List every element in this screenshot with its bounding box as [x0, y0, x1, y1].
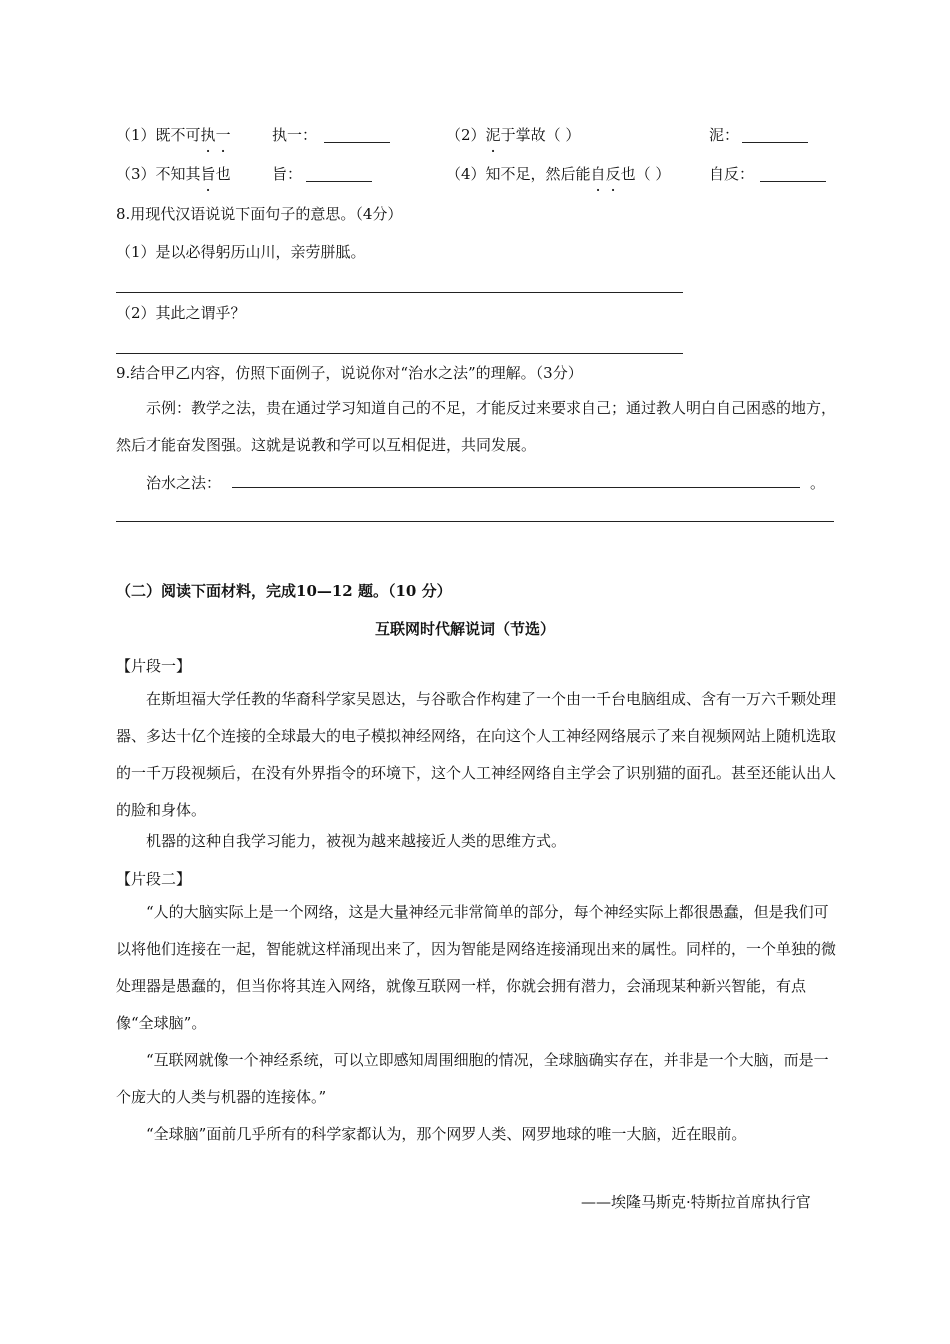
attribution: ——埃隆马斯克·特斯拉首席执行官 [581, 1193, 811, 1211]
q9-example: 示例：教学之法，贵在通过学习知道自己的不足，才能反过来要求自己；通过教人明白自己困惑的地方，然后才能奋发图强。这就是说教和学可以互相促进，共同发展。 [116, 399, 837, 454]
q8-sentence-1: （1）是以必得躬历山川，亲劳胼胝。 [116, 243, 366, 261]
q7-item3-label: 旨： [272, 165, 303, 183]
answer-blank-3[interactable] [306, 181, 372, 182]
q9-title: 9.结合甲乙内容，仿照下面例子，说说你对“治水之法”的理解。（3分） [116, 364, 583, 382]
fragment-2-paragraph-3: “全球脑”面前几乎所有的科学家都认为，那个网罗人类、网罗地球的唯一大脑，近在眼前。 [146, 1125, 747, 1143]
fragment-2-label: 【片段二】 [116, 870, 192, 888]
answer-line-q8-2[interactable] [116, 353, 683, 354]
q7-item1-label: 执一： [272, 126, 318, 144]
answer-line-q8-1[interactable] [116, 292, 683, 293]
q9-answer-label: 治水之法： [146, 474, 222, 492]
q8-title: 8.用现代汉语说说下面句子的意思。（4分） [116, 205, 403, 223]
section2-heading: （二）阅读下面材料，完成10—12 题。（10 分） [116, 582, 452, 600]
fragment-1-paragraph-1: 在斯坦福大学任教的华裔科学家吴恩达，与谷歌合作构建了一个由一千台电脑组成、含有一万六千颗处理器、多达十亿个连接的全球最大的电子模拟神经网络，在向这个人工神经网络展示了来自视频网站上随机选取的一千万段视频后，在没有外界指令的环境下，这个人工神经网络自主学会了识别猫的面孔。甚至还能认出人的脸和身体。 [116, 690, 837, 819]
answer-line-q9-1[interactable] [232, 487, 800, 488]
q7-item2: （2）泥于掌故（ ） [446, 126, 581, 144]
q7-item2-label: 泥： [709, 126, 740, 144]
q7-item1: （1）既不可执一 [116, 126, 231, 144]
fragment-1-paragraph-2: 机器的这种自我学习能力，被视为越来越接近人类的思维方式。 [146, 832, 567, 850]
answer-blank-2[interactable] [742, 142, 808, 143]
q9-answer-end: 。 [810, 474, 826, 492]
answer-blank-4[interactable] [760, 181, 826, 182]
fragment-2-paragraph-1: “人的大脑实际上是一个网络，这是大量神经元非常简单的部分，每个神经实际上都很愚蠢，但是我们可以将他们连接在一起，智能就这样涌现出来了，因为智能是网络连接涌现出来的属性。同样的，一个单独的微处理器是愚蠢的，但当你将其连入网络，就像互联网一样，你就会拥有潜力，会涌现某种新兴智能，有点像“全球脑”。 [116, 903, 837, 1032]
q7-item4: （4）知不足，然后能自反也（ ） [446, 165, 671, 183]
emphasis-dot-char: 执 [200, 126, 216, 144]
fragment-2-paragraph-2: “互联网就像一个神经系统，可以立即感知周围细胞的情况，全球脑确实存在，并非是一个大脑，而是一个庞大的人类与机器的连接体。” [116, 1051, 829, 1106]
q7-item4-label: 自反： [709, 165, 755, 183]
fragment-1-label: 【片段一】 [116, 657, 192, 675]
article-title: 互联网时代解说词（节选） [375, 620, 556, 638]
answer-blank-1[interactable] [324, 142, 390, 143]
q7-item3: （3）不知其旨也 [116, 165, 231, 183]
answer-line-q9-2[interactable] [116, 521, 834, 522]
q8-sentence-2: （2）其此之谓乎？ [116, 304, 246, 322]
